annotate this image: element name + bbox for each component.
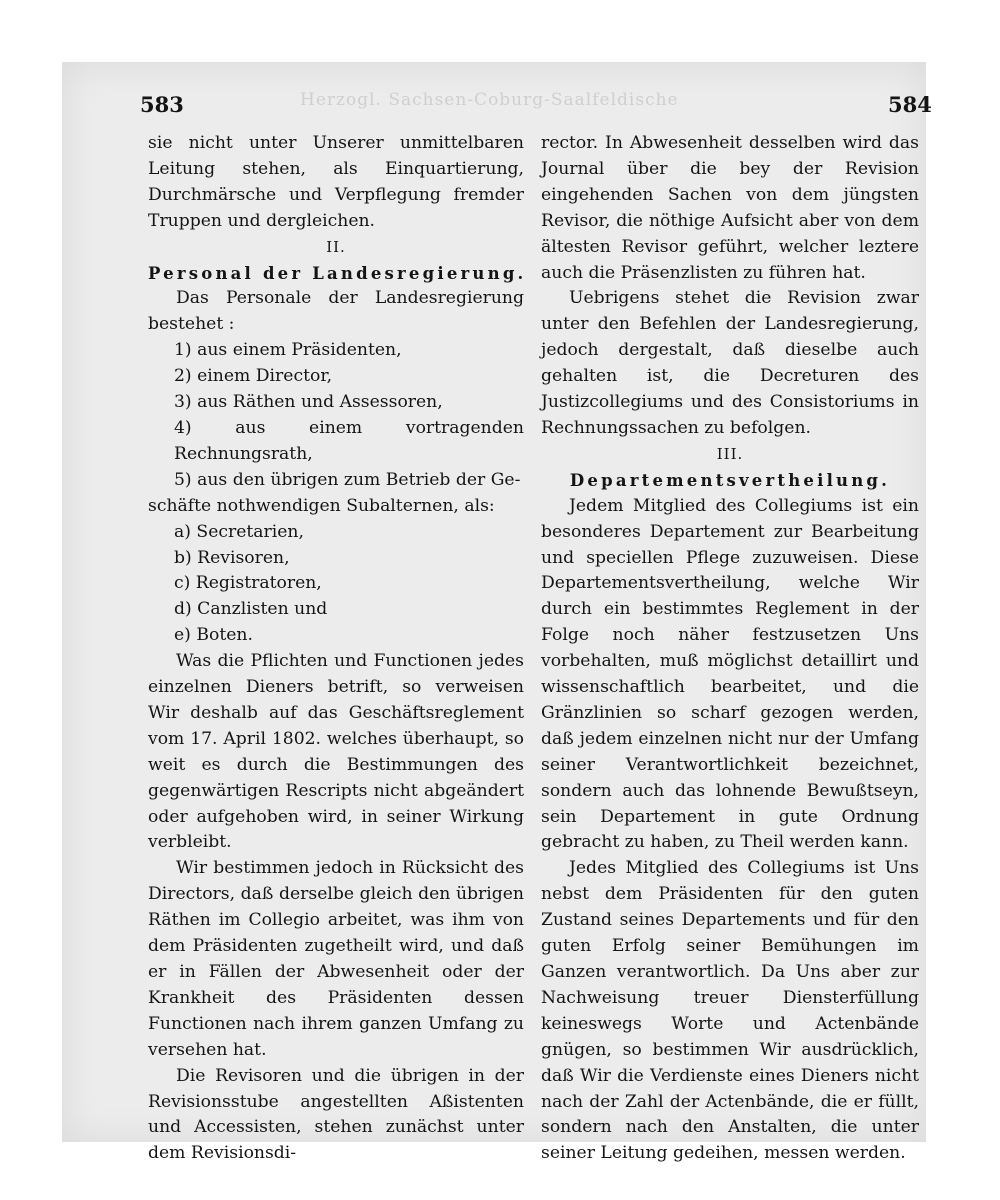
section-number: II. bbox=[326, 237, 346, 256]
paragraph: Die Revisoren und die übrigen in der Revisionsstube angestellten Aßistenten und Accessisten, stehen zunächst unter dem Revisionsdi- bbox=[148, 1065, 524, 1164]
list-item: 4) aus einem vortragenden Rechnungsrath, bbox=[174, 417, 524, 464]
paragraph: Jedem Mitglied des Collegiums ist ein besonderes Departement zur Bearbeitung und speciellen Pflege zuzuweisen. Diese Departementsvertheilung, welche Wir durch ein bestimmtes Reglement in der Folge noch näher festzusetzen Uns vorbehalten, muß möglichst detaillirt und wissenschaftlich bearbeitet, und die Gränzlinien so scharf gezogen werden, daß jedem einzelnen nicht nur der Umfang seiner Verantwortlichkeit bezeichnet, sondern auch das lohnende Bewußtseyn, sein Departement in gute Ordnung gebracht zu haben, zu Theil werden kann. bbox=[541, 495, 919, 853]
subaltern-list bbox=[148, 520, 524, 650]
sublist-item: a) Secretarien, bbox=[174, 521, 304, 542]
left-column bbox=[148, 131, 527, 1167]
section-title: Departementsvertheilung. bbox=[569, 470, 891, 490]
list-item: 2) einem Director, bbox=[174, 366, 333, 387]
paragraph: Wir bestimmen jedoch in Rücksicht des Directors, daß derselbe gleich den übrigen Räthen im Collegio arbeitet, was ihm von dem Präsidenten zugetheilt wird, und daß er in Fällen der Abwesenheit oder der Krankheit des Präsidenten dessen Functionen nach ihrem ganzen Umfang zu versehen hat. bbox=[148, 858, 524, 1060]
list-item: 3) aus Räthen und Assessoren, bbox=[174, 392, 443, 413]
sublist-item: e) Boten. bbox=[174, 625, 253, 646]
section-title: Personal der Landesregierung. bbox=[148, 263, 527, 283]
personnel-list bbox=[148, 338, 524, 519]
page-number-right: 584 bbox=[888, 92, 932, 117]
paragraph: Uebrigens stehet die Revision zwar unter den Befehlen der Landesregierung, jedoch dergestalt, daß dieselbe auch gehalten ist, die Decreturen des Justizcollegiums und des Consistoriums in Rechnungssachen zu befolgen. bbox=[541, 288, 919, 438]
running-head-bleedthrough: Herzogl. Sachsen-Coburg-Saalfeldische bbox=[300, 90, 679, 110]
list-item: 1) aus einem Präsidenten, bbox=[174, 340, 402, 361]
page-number-left: 583 bbox=[140, 92, 184, 117]
paragraph: Was die Pflichten und Functionen jedes einzelnen Dieners betrift, so verweisen Wir deshalb auf das Geschäftsreglement vom 17. April 1802. welches überhaupt, so weit es durch die Bestimmungen des gegenwärtigen Rescripts nicht abgeändert oder aufgehoben wird, in seiner Wirkung verbleibt. bbox=[148, 651, 524, 853]
paragraph: Jedes Mitglied des Collegiums ist Uns nebst dem Präsidenten für den guten Zustand seines Departements und für den guten Erfolg seiner Bemühungen im Ganzen verantwortlich. Da Uns aber zur Nachweisung treuer Diensterfüllung keineswegs Worte und Actenbände gnügen, so bestimmen Wir ausdrücklich, daß Wir die Verdienste eines Dieners nicht nach der Zahl der Actenbände, die er füllt, sondern nach den Anstalten, die unter seiner Leitung gedeihen, messen werden. bbox=[541, 858, 919, 1164]
paragraph: sie nicht unter Unserer unmittelbaren Leitung stehen, als Einquartierung, Durchmärsche und Verpflegung fremder Truppen und dergleichen. bbox=[148, 133, 524, 231]
sublist-item: c) Registratoren, bbox=[174, 573, 322, 594]
section-number: III. bbox=[716, 444, 744, 463]
list-item: 5) aus den übrigen zum Betrieb der Ge- bbox=[174, 469, 521, 490]
list-item-continuation: schäfte nothwendigen Subalternen, als: bbox=[148, 495, 495, 516]
right-column bbox=[541, 131, 919, 1167]
sublist-item: b) Revisoren, bbox=[174, 547, 290, 568]
paragraph: Das Personale der Landesregierung bestehet : bbox=[148, 288, 524, 335]
sublist-item: d) Canzlisten und bbox=[174, 599, 328, 620]
paragraph: rector. In Abwesenheit desselben wird das Journal über die bey der Revision eingehenden Sachen von dem jüngsten Revisor, die nöthige Aufsicht aber von dem ältesten Revisor geführt, welcher leztere auch die Präsenzlisten zu führen hat. bbox=[541, 133, 919, 283]
